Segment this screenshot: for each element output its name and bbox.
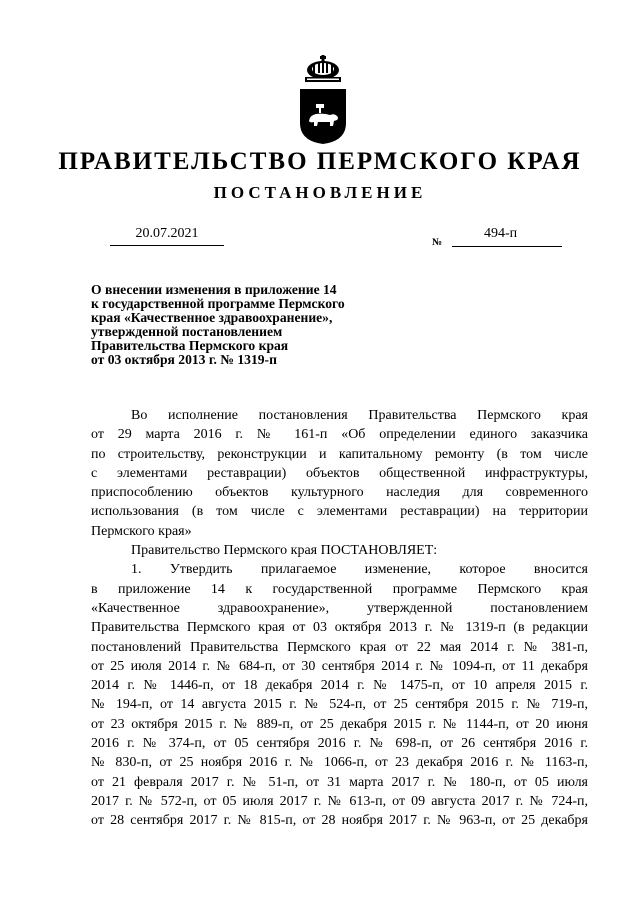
heading-line: Правительства Пермского края (91, 338, 289, 353)
body-text-line: Во исполнение постановления Правительства Пермского края (131, 408, 588, 423)
body-text-line: от 25 июля 2014 г. № 684-п, от 30 сентября 2014 г. № 1094-п, от 11 декабря (91, 658, 588, 674)
body-text-line: от 28 сентября 2017 г. № 815-п, от 28 ноября 2017 г. № 963-п, от 25 декабря (91, 813, 588, 829)
body-text-line: по строительству, реконструкции и капитальному ремонту (в том числе (91, 446, 588, 462)
body-text-line: от 21 февраля 2017 г. № 51-п, от 31 марта 2017 г. № 180-п, от 05 июля (91, 774, 588, 790)
heading-line: к государственной программе Пермского (91, 296, 345, 311)
coat-of-arms-icon (296, 55, 350, 145)
heading-line: О внесении изменения в приложение 14 (91, 282, 337, 297)
document-heading (91, 283, 411, 367)
body-text-line: приспособлению объектов культурного наследия для современного (91, 485, 588, 501)
body-text-line: от 23 октября 2015 г. № 889-п, от 25 декабря 2015 г. № 1144-п, от 20 июня (91, 716, 588, 732)
document-number: 494-п (484, 226, 518, 241)
document-type: ПОСТАНОВЛЕНИЕ (213, 183, 427, 202)
body-text-line: использования (в том числе с элементами реставрации) на территории (91, 504, 588, 520)
government-title: ПРАВИТЕЛЬСТВО ПЕРМСКОГО КРАЯ (58, 148, 582, 175)
number-underline (452, 246, 562, 247)
body-text-line: постановлений Правительства Пермского края от 22 мая 2014 г. № 381-п, (91, 639, 588, 655)
heading-line: утвержденной постановлением (91, 324, 283, 339)
number-sign: № (432, 237, 443, 248)
body-text-line: в приложение 14 к государственной программе Пермского края (91, 581, 588, 597)
document-body (91, 406, 588, 831)
body-text-line: с элементами реставрации) объектов общественной инфраструктуры, (91, 465, 588, 481)
body-text-line: от 29 марта 2016 г. № 161-п «Об определении единого заказчика (91, 427, 588, 443)
shield-icon (300, 89, 346, 144)
crown-icon (305, 55, 341, 82)
body-text-line: № 194-п, от 14 августа 2015 г. № 524-п, от 25 сентября 2015 г. № 719-п, (91, 697, 588, 713)
body-text-line: Правительства Пермского края от 03 октября 2013 г. № 1319-п (в редакции (91, 620, 588, 636)
date-underline (110, 245, 224, 246)
body-text-line: № 830-п, от 25 ноября 2016 г. № 1066-п, от 23 декабря 2016 г. № 1163-п, (91, 755, 588, 771)
body-text-line: Правительство Пермского края ПОСТАНОВЛЯЕТ: (131, 543, 438, 559)
heading-line: края «Качественное здравоохранение», (91, 310, 333, 325)
body-text-line: 2017 г. № 572-п, от 05 июля 2017 г. № 613-п, от 09 августа 2017 г. № 724-п, (91, 793, 588, 809)
body-text-line: 2014 г. № 1446-п, от 18 декабря 2014 г. № 1475-п, от 10 апреля 2015 г. (91, 678, 588, 694)
body-text-line: «Качественное здравоохранение», утвержденной постановлением (91, 600, 588, 616)
heading-line: от 03 октября 2013 г. № 1319-п (91, 352, 277, 367)
body-text-line: Пермского края» (91, 523, 192, 539)
body-text-line: 2016 г. № 374-п, от 05 сентября 2016 г. № 698-п, от 26 сентября 2016 г. (91, 736, 588, 752)
body-text-line: 1. Утвердить прилагаемое изменение, которое вносится (131, 562, 588, 578)
document-date: 20.07.2021 (135, 226, 199, 241)
date-field (110, 226, 224, 246)
